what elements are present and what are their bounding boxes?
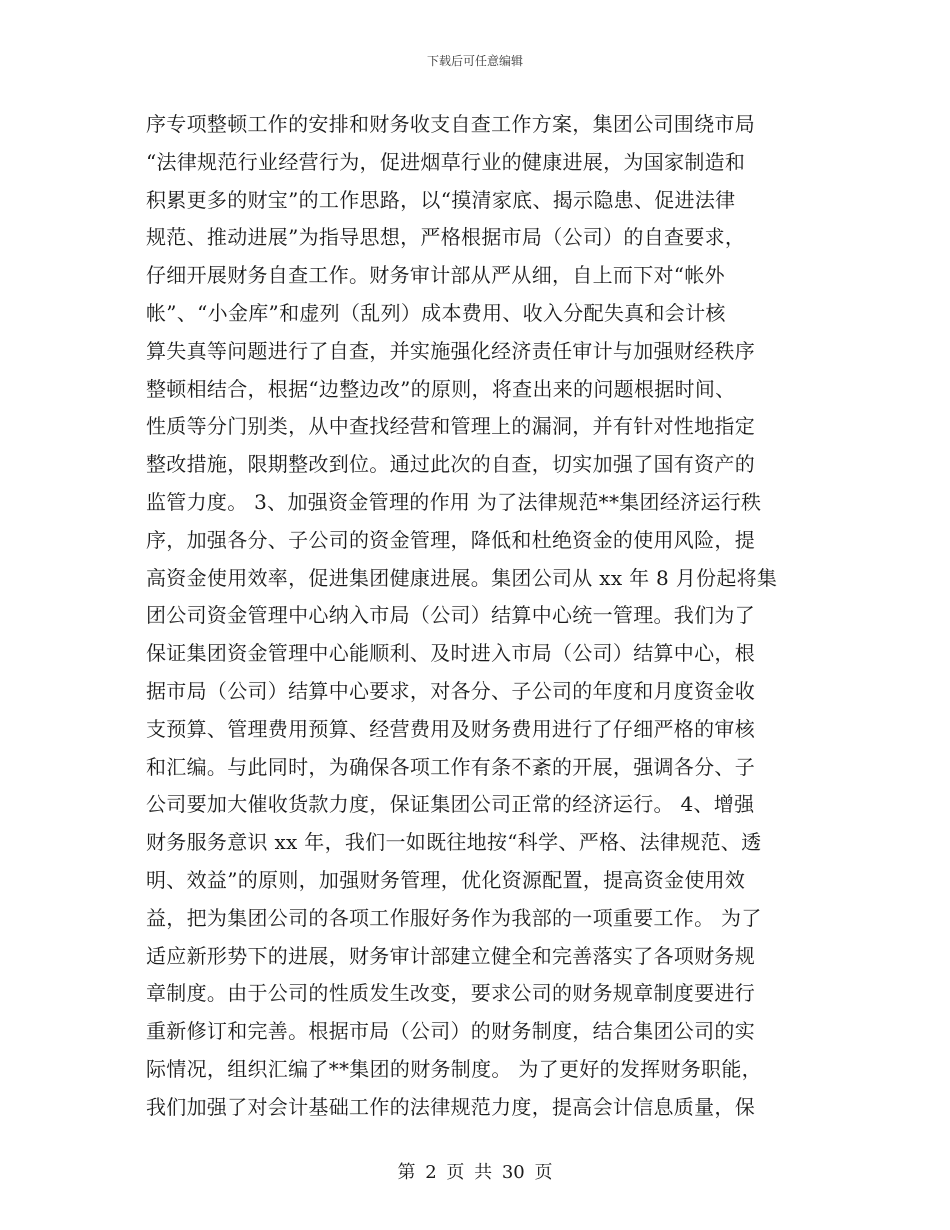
body-line: 支预算、管理费用预算、经营费用及财务费用进行了仔细严格的审核	[146, 716, 755, 741]
body-line: 规范、推动进展”为指导思想，严格根据市局（公司）的自查要求，	[146, 225, 746, 250]
body-line: 据市局（公司）结算中心要求，对各分、子公司的年度和月度资金收	[146, 678, 755, 703]
body-line: 性质等分门别类，从中查找经营和管理上的漏洞，并有针对性地指定	[146, 414, 755, 439]
body-line: 监管力度。 3、加强资金管理的作用 为了法律规范**集团经济运行秩	[146, 489, 762, 514]
page-number-footer: 第 2 页 共 30 页	[397, 1162, 553, 1183]
body-line: “法律规范行业经营行为，促进烟草行业的健康进展，为国家制造和	[146, 149, 746, 174]
body-line: 章制度。由于公司的性质发生改变，要求公司的财务规章制度要进行	[146, 981, 755, 1006]
document-body	[146, 106, 811, 1127]
body-line: 团公司资金管理中心纳入市局（公司）结算中心统一管理。我们为了	[146, 603, 755, 628]
body-line: 算失真等问题进行了自查，并实施强化经济责任审计与加强财经秩序	[146, 338, 755, 363]
body-line: 和汇编。与此同时，为确保各项工作有条不紊的开展，强调各分、子	[146, 754, 755, 779]
body-line: 我们加强了对会计基础工作的法律规范力度，提高会计信息质量，保	[146, 1094, 755, 1119]
body-line: 重新修订和完善。根据市局（公司）的财务制度，结合集团公司的实	[146, 1019, 755, 1044]
body-line: 高资金使用效率，促进集团健康进展。集团公司从 xx 年 8 月份起将集	[146, 565, 778, 590]
body-line: 积累更多的财宝”的工作思路，以“摸清家底、揭示隐患、促进法律	[146, 187, 736, 212]
body-line: 明、效益”的原则，加强财务管理，优化资源配置，提高资金使用效	[146, 867, 746, 892]
body-line: 益，把为集团公司的各项工作服好务作为我部的一项重要工作。 为了	[146, 905, 762, 930]
body-line: 整改措施，限期整改到位。通过此次的自查，切实加强了国有资产的	[146, 452, 755, 477]
body-line: 序，加强各分、子公司的资金管理，降低和杜绝资金的使用风险，提	[146, 527, 755, 552]
page-header: 下载后可任意编辑	[426, 54, 523, 68]
body-line: 帐”、“小金库”和虚列（乱列）成本费用、收入分配失真和会计核	[146, 300, 726, 325]
body-line: 仔细开展财务自查工作。财务审计部从严从细，自上而下对“帐外	[146, 263, 725, 288]
body-line: 际情况，组织汇编了**集团的财务制度。 为了更好的发挥财务职能，	[146, 1056, 762, 1081]
body-line: 财务服务意识 xx 年，我们一如既往地按“科学、严格、法律规范、透	[146, 830, 762, 855]
body-line: 序专项整顿工作的安排和财务收支自查工作方案，集团公司围绕市局	[146, 112, 755, 136]
body-line: 公司要加大催收货款力度，保证集团公司正常的经济运行。 4、增强	[146, 792, 755, 817]
body-line: 保证集团资金管理中心能顺利、及时进入市局（公司）结算中心，根	[146, 641, 755, 666]
body-line: 整顿相结合，根据“边整边改”的原则，将查出来的问题根据时间、	[146, 376, 736, 401]
body-line: 适应新形势下的进展，财务审计部建立健全和完善落实了各项财务规	[146, 943, 755, 968]
